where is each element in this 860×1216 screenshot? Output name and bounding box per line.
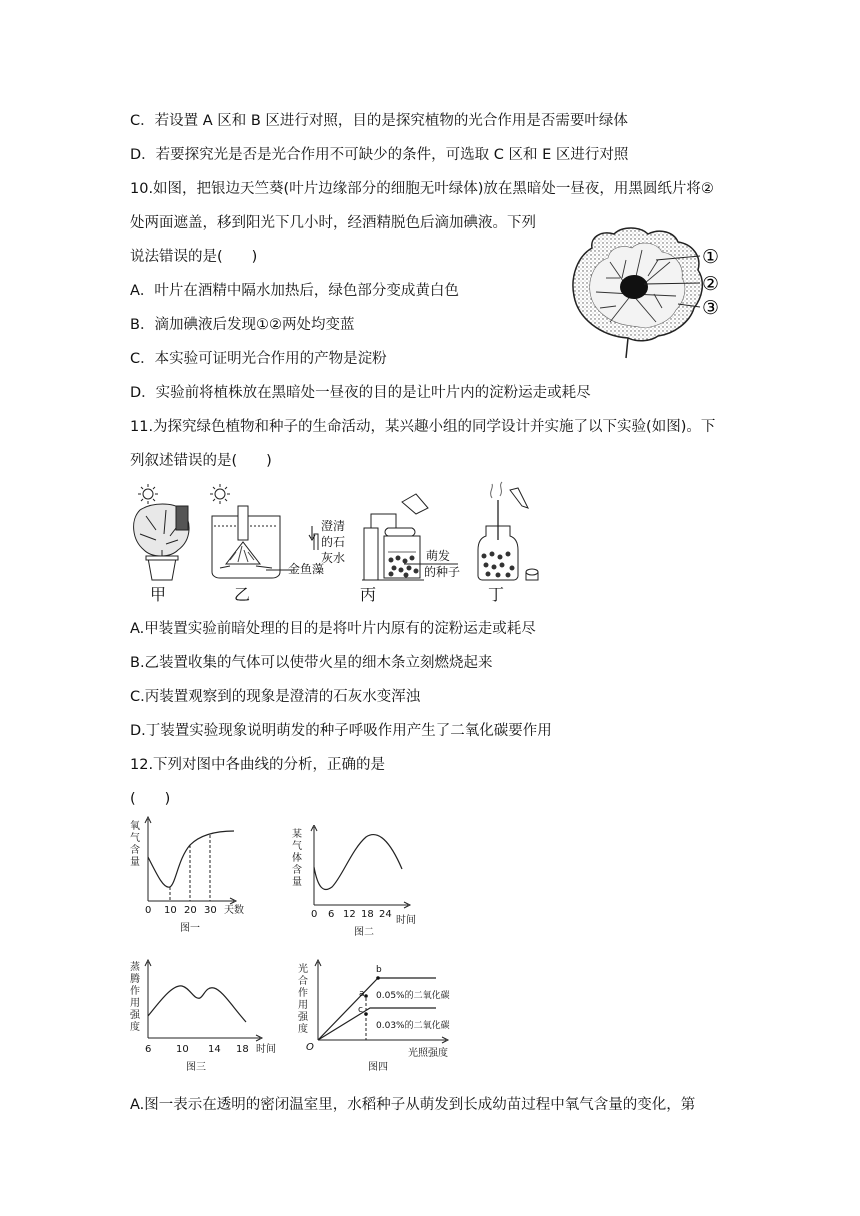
g3-tick-14: 14 — [208, 1044, 221, 1055]
g1-ylabel-2: 气 — [130, 833, 140, 844]
g2-xlabel: 时间 — [396, 915, 416, 926]
g2-ylabel-5: 量 — [292, 877, 302, 888]
g2-ylabel-4: 含 — [292, 865, 302, 876]
g4-xlabel: 光照强度 — [408, 1048, 448, 1059]
g3-ylabel-3: 作 — [130, 986, 140, 997]
q12-answer-paren: ( ) — [130, 791, 171, 807]
g1-title: 图一 — [180, 923, 200, 934]
q11-option-a: A.甲装置实验前暗处理的目的是将叶片内原有的淀粉运走或耗尽 — [130, 621, 536, 637]
g3-curve — [148, 986, 246, 1022]
g4-point-c: c — [358, 1005, 363, 1015]
label-1: ① — [702, 246, 720, 268]
g3-tick-6: 6 — [145, 1044, 152, 1055]
g3-xlabel: 时间 — [256, 1044, 276, 1055]
q9-option-c: C．若设置 A 区和 B 区进行对照，目的是探究植物的光合作用是否需要叶绿体 — [130, 113, 628, 129]
g3-ylabel-1: 蒸 — [130, 962, 140, 973]
label-jia: 甲 — [150, 585, 167, 604]
graph-1 — [128, 815, 258, 937]
leaf-petiole — [626, 338, 628, 358]
g2-tick-18: 18 — [361, 909, 374, 920]
label-limewater-2: 的石 — [321, 535, 346, 549]
g2-curve — [314, 835, 402, 890]
label-yi: 乙 — [234, 585, 251, 604]
g2-tick-12: 12 — [343, 909, 356, 920]
g3-ylabel-6: 度 — [130, 1022, 140, 1033]
graph-2 — [290, 825, 430, 939]
sun-icon — [143, 489, 153, 499]
g4-point-b: b — [376, 965, 382, 975]
g1-tick-10: 10 — [164, 905, 177, 916]
q11-stem-line2: 列叙述错误的是( ) — [130, 453, 272, 469]
g4-ylabel-2: 合 — [298, 976, 308, 987]
g4-ylabel-1: 光 — [298, 964, 308, 975]
g2-tick-0: 0 — [311, 909, 318, 920]
g3-ylabel-2: 腾 — [130, 974, 140, 985]
g3-tick-10: 10 — [176, 1044, 189, 1055]
g4-point-a: a — [359, 989, 365, 999]
g1-ylabel-1: 氧 — [130, 821, 140, 832]
q9-option-d: D．若要探究光是否是光合作用不可缺少的条件，可选取 C 区和 E 区进行对照 — [130, 147, 629, 163]
g4-ylabel-5: 强 — [298, 1012, 308, 1023]
g1-tick-30: 30 — [204, 905, 217, 916]
g4-line2-label: 0.03%的二氧化碳 — [376, 1021, 450, 1031]
seed-jar-apparatus — [478, 482, 538, 580]
q11-option-c: C.丙装置观察到的现象是澄清的石灰水变浑浊 — [130, 689, 421, 705]
q11-option-d: D.丁装置实验现象说明萌发的种子呼吸作用产生了二氧化碳要作用 — [130, 723, 552, 739]
q10-option-b: B．滴加碘液后发现①②两处均变蓝 — [130, 317, 355, 333]
q10-option-a: A．叶片在酒精中隔水加热后，绿色部分变成黄白色 — [130, 283, 459, 299]
label-limewater-1: 澄清 — [321, 519, 346, 533]
g1-ylabel-3: 含 — [130, 845, 140, 856]
label-ding: 丁 — [488, 585, 505, 604]
g2-ylabel-1: 某 — [292, 829, 302, 840]
g3-ylabel-4: 用 — [130, 998, 140, 1009]
graph-3 — [128, 958, 288, 1076]
label-jinyuzao: 金鱼藻 — [288, 562, 325, 576]
g3-tick-18: 18 — [236, 1044, 249, 1055]
g4-line1-label: 0.05%的二氧化碳 — [376, 991, 450, 1001]
g4-ylabel-6: 度 — [298, 1024, 308, 1035]
g4-ylabel-4: 用 — [298, 1000, 308, 1011]
q10-stem-line2: 处两面遮盖，移到阳光下几小时，经酒精脱色后滴加碘液。下列 — [130, 215, 536, 231]
q12-option-a: A.图一表示在透明的密闭温室里，水稻种子从萌发到长成幼苗过程中氧气含量的变化，第 — [130, 1097, 696, 1113]
graph-4 — [296, 958, 476, 1076]
g2-tick-6: 6 — [328, 909, 335, 920]
g1-xlabel: 天数 — [224, 905, 244, 916]
label-bing: 丙 — [360, 585, 377, 604]
q10-stem-line1: 10.如图，把银边天竺葵(叶片边缘部分的细胞无叶绿体)放在黑暗处一昼夜，用黑圆纸片将② — [130, 181, 714, 197]
g4-origin: O — [306, 1042, 314, 1053]
q10-stem-line3: 说法错误的是( ) — [130, 249, 258, 265]
black-paper-disc — [620, 275, 648, 299]
label-2: ② — [702, 273, 720, 295]
beaker-apparatus — [212, 506, 294, 578]
g2-tick-24: 24 — [379, 909, 392, 920]
geranium-leaf-figure — [570, 226, 730, 360]
g3-title: 图三 — [186, 1062, 206, 1073]
label-3: ③ — [702, 297, 720, 319]
g1-tick-20: 20 — [184, 905, 197, 916]
q10-option-d: D．实验前将植株放在黑暗处一昼夜的目的是让叶片内的淀粉运走或耗尽 — [130, 385, 591, 401]
g3-ylabel-5: 强 — [130, 1010, 140, 1021]
label-seeds-2: 的种子 — [424, 565, 461, 579]
g4-ylabel-3: 作 — [298, 988, 308, 999]
g4-title: 图四 — [368, 1062, 388, 1073]
potted-plant — [134, 504, 189, 580]
g2-title: 图二 — [354, 927, 374, 938]
g2-ylabel-2: 气 — [292, 841, 302, 852]
experiment-figure — [126, 480, 546, 606]
label-seeds-1: 萌发 — [426, 549, 451, 563]
label-limewater-3: 灰水 — [321, 551, 346, 565]
q10-option-c: C．本实验可证明光合作用的产物是淀粉 — [130, 351, 387, 367]
q11-option-b: B.乙装置收集的气体可以使带火星的细木条立刻燃烧起来 — [130, 655, 493, 671]
g1-tick-0: 0 — [145, 905, 152, 916]
g2-ylabel-3: 体 — [292, 853, 302, 864]
g1-curve — [148, 831, 234, 887]
q11-stem-line1: 11.为探究绿色植物和种子的生命活动，某兴趣小组的同学设计并实施了以下实验(如图)。下 — [130, 419, 716, 435]
q12-stem: 12.下列对图中各曲线的分析，正确的是 — [130, 757, 386, 773]
g1-ylabel-4: 量 — [130, 857, 140, 868]
